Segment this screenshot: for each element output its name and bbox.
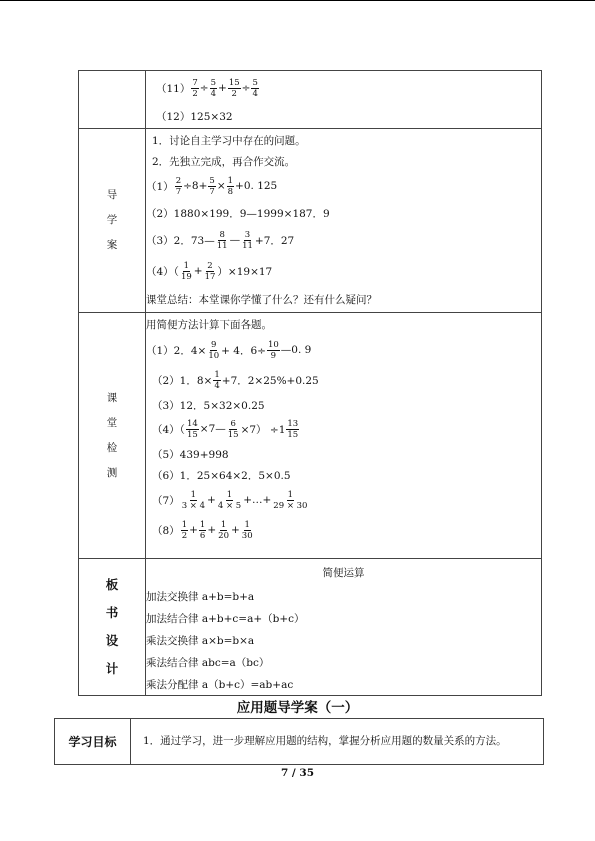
fraction: $\frac{8}{11}$ (216, 229, 228, 251)
jiance-intro: 用简便方法计算下面各题。 (146, 318, 272, 331)
fraction: $\frac{3}{11}$ (242, 229, 253, 251)
goal-text (131, 719, 544, 765)
fraction: $\frac{10}{9}$ (267, 339, 279, 361)
fraction: $\frac{1}{20}$ (218, 519, 229, 541)
goal-text-content: 1．通过学习，进一步理解应用题的结构，掌握分析应用题的数量关系的方法。 (143, 735, 507, 747)
fraction: $\frac{1}{8}$ (227, 175, 234, 197)
fraction: $\frac{9}{10}$ (208, 339, 220, 361)
section-title: 应用题导学案（一） (236, 700, 359, 716)
jiance-content (146, 313, 542, 559)
row-continued-items (79, 71, 542, 129)
fraction: $\frac{1}{2}$ (181, 519, 188, 541)
fraction: $\frac{1}{4 \times 5}$ (217, 489, 242, 511)
fraction: $\frac{1}{29 \times 30}$ (273, 489, 308, 511)
lesson-table (78, 70, 542, 696)
fraction: $\frac{1}{6}$ (199, 519, 206, 541)
jiance-q3: （3）12．5×32×0.25 (152, 399, 265, 412)
banshu-title: 简便运算 (322, 566, 365, 579)
law-item: 加法结合律 a+b+c=a+（b+c） (146, 612, 305, 625)
fraction: $\frac{1}{4}$ (214, 369, 220, 391)
fraction: $\frac{1}{19}$ (180, 260, 192, 282)
fraction: $\frac{1}{30}$ (241, 519, 253, 541)
goal-table (54, 718, 544, 765)
item-11-prefix: （11） (156, 82, 191, 95)
row-jiance (79, 313, 542, 559)
fraction: $\frac{1}{3 \times 4}$ (181, 489, 206, 511)
jiance-q7: （7） $\frac{1}{3 \times 4}$ + $\frac{1}{4 \times 5}$ +…+ $\frac{1}{29 \times 30}$ (152, 489, 308, 511)
daoxue-q1: （1） $\frac{2}{7}$ ÷8+ $\frac{5}{7}$ × $\frac{1}{8}$ +0. 125 (146, 175, 278, 197)
jiance-q6: （6）1．25×64×2．5×0.5 (152, 469, 291, 482)
item-11 (146, 71, 541, 105)
jiance-q8: （8） $\frac{1}{2}$ + $\frac{1}{6}$ + $\frac{1}{20}$ + $\frac{1}{30}$ (152, 519, 253, 541)
continued-items-cell (146, 71, 542, 129)
item-12: （12）125×32 (156, 110, 233, 123)
fraction: $\frac{2}{17}$ (204, 260, 216, 282)
daoxue-q4: （4）（ $\frac{1}{19}$ + $\frac{2}{17}$ ）×19×17 (146, 260, 273, 282)
jiance-label: 课 堂 检 测 (79, 313, 146, 559)
law-item: 乘法结合律 abc=a（bc） (146, 656, 270, 669)
law-item: 乘法交换律 a×b=b×a (146, 634, 255, 647)
goal-label: 学习目标 (55, 719, 131, 765)
fraction: $\frac{15}{2}$ (228, 77, 240, 99)
operator: + (218, 82, 227, 94)
top-rule (0, 0, 595, 1)
daoxue-q3: （3）2．73— $\frac{8}{11}$ — $\frac{3}{11}$ +7．27 (146, 229, 295, 251)
fraction: $\frac{7}{2}$ (192, 77, 198, 99)
daoxue-content (146, 129, 542, 313)
daoxue-line-2: 2．先独立完成，再合作交流。 (152, 155, 296, 168)
row-banshu (79, 559, 542, 696)
daoxue-line-1: 1．讨论自主学习中存在的问题。 (152, 134, 306, 147)
daoxue-summary: 课堂总结：本堂课你学懂了什么？还有什么疑问？ (146, 293, 377, 306)
daoxue-label: 导 学 案 (79, 129, 146, 313)
fraction: $\frac{5}{4}$ (210, 77, 217, 99)
law-item: 加法交换律 a+b=b+a (146, 590, 255, 603)
empty-label-cell (79, 71, 146, 129)
operator: ÷ (241, 82, 251, 94)
operator: ÷ (199, 82, 209, 94)
jiance-q1: （1）2．4× $\frac{9}{10}$ + 4．6÷ $\frac{10}{9}$ —0. 9 (146, 339, 312, 361)
row-daoxue (79, 129, 542, 313)
fraction: $\frac{5}{7}$ (209, 175, 215, 197)
fraction: $\frac{2}{7}$ (175, 175, 182, 197)
law-item: 乘法分配律 a（b+c）=ab+ac (146, 678, 294, 691)
fraction: $\frac{5}{4}$ (252, 77, 258, 99)
jiance-q4: （4）（ $\frac{14}{15}$ ×7— $\frac{6}{15}$ ×7） ÷1 $\frac{13}{15}$ (152, 418, 299, 440)
banshu-label: 板 书 设 计 (79, 559, 146, 696)
page-number: 7 / 35 (280, 767, 315, 779)
jiance-q2: （2）1．8× $\frac{1}{4}$ +7．2×25%+0.25 (152, 369, 319, 391)
fraction: $\frac{13}{15}$ (287, 418, 299, 440)
jiance-q5: （5）439+998 (152, 448, 229, 461)
fraction: $\frac{14}{15}$ (186, 418, 198, 440)
banshu-content (146, 559, 542, 696)
daoxue-q2: （2）1880×199．9—1999×187．9 (146, 207, 330, 220)
fraction: $\frac{6}{15}$ (227, 418, 239, 440)
